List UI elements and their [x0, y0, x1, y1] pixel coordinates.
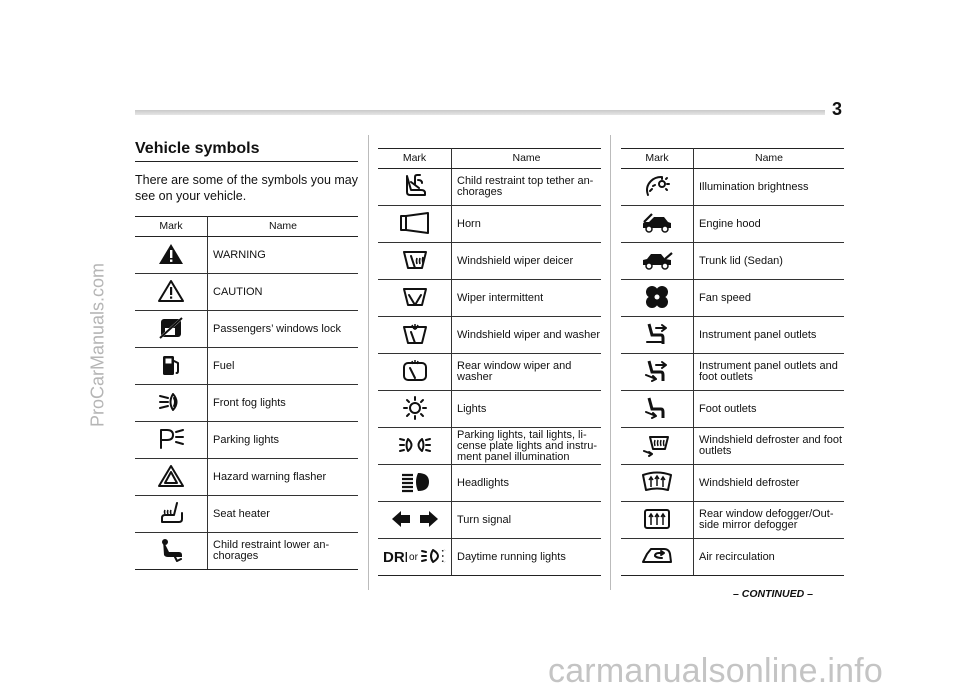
- symbol-row: [378, 465, 601, 502]
- symbol-mark: [135, 385, 208, 422]
- symbol-mark: [378, 169, 452, 206]
- rear-wiper-washer-icon: [401, 359, 429, 386]
- symbol-name: Child restraint top tether an- chorages: [452, 169, 602, 206]
- symbol-name: Turn signal: [452, 502, 602, 539]
- or-label: or: [409, 551, 418, 563]
- symbol-name: Headlights: [452, 465, 602, 502]
- symbol-name: WARNING: [208, 237, 359, 274]
- symbol-name: CAUTION: [208, 274, 359, 311]
- symbol-row: [621, 317, 844, 354]
- symbol-row: [135, 237, 358, 274]
- symbol-table-3: [621, 148, 844, 576]
- symbol-name: Trunk lid (Sedan): [694, 243, 845, 280]
- page-number: 3: [832, 99, 843, 119]
- symbol-name: Daytime running lights: [452, 539, 602, 576]
- symbol-mark: [135, 237, 208, 274]
- name-header: Name: [208, 217, 359, 237]
- symbol-row: [621, 243, 844, 280]
- warning-triangle-filled-icon: [158, 242, 184, 269]
- symbol-mark: [135, 496, 208, 533]
- continued-note: – CONTINUED –: [733, 588, 813, 600]
- symbol-mark: [378, 206, 452, 243]
- symbol-mark: [135, 533, 208, 570]
- symbol-name: Engine hood: [694, 206, 845, 243]
- symbol-mark: [621, 280, 694, 317]
- wiper-intermittent-icon: [401, 285, 429, 312]
- symbol-name: Rear window wiper and washer: [452, 354, 602, 391]
- windshield-defroster-icon: [641, 470, 673, 497]
- fan-icon: [644, 284, 670, 313]
- symbol-row: [378, 539, 601, 576]
- symbol-row: [621, 280, 844, 317]
- symbol-table-1: [135, 216, 358, 570]
- symbol-name: Seat heater: [208, 496, 359, 533]
- symbol-row: [378, 502, 601, 539]
- symbol-row: [378, 391, 601, 428]
- wiper-deicer-icon: [401, 248, 429, 275]
- wiper-washer-icon: [401, 322, 429, 349]
- mark-header: Mark: [135, 217, 208, 237]
- column-divider: [610, 135, 611, 590]
- symbol-mark: [378, 391, 452, 428]
- symbol-mark: [621, 465, 694, 502]
- symbol-mark: [621, 391, 694, 428]
- symbol-row: [378, 169, 601, 206]
- engine-hood-icon: [640, 212, 674, 237]
- symbol-row: [135, 274, 358, 311]
- header-rule: [135, 110, 825, 115]
- symbol-row: [135, 311, 358, 348]
- symbol-row: [621, 539, 844, 576]
- column-2: [378, 148, 601, 576]
- side-watermark: ProCarManuals.com: [87, 262, 108, 428]
- symbol-row: [135, 385, 358, 422]
- symbol-mark: [378, 539, 452, 576]
- symbol-name: Windshield wiper and washer: [452, 317, 602, 354]
- symbol-name: Lights: [452, 391, 602, 428]
- symbol-mark: [621, 428, 694, 465]
- name-header: Name: [452, 149, 602, 169]
- symbol-row: [378, 243, 601, 280]
- svg-text:DRL: DR: [383, 548, 405, 565]
- drl-icon: [383, 547, 407, 568]
- mark-header: Mark: [378, 149, 452, 169]
- symbol-mark: [621, 206, 694, 243]
- symbol-mark: [621, 539, 694, 576]
- symbol-name: Wiper intermittent: [452, 280, 602, 317]
- symbol-mark: [135, 274, 208, 311]
- symbol-mark: [621, 317, 694, 354]
- rear-defogger-icon: [642, 507, 672, 534]
- symbol-mark: [135, 348, 208, 385]
- symbol-row: [135, 533, 358, 570]
- child-seat-lower-anchor-icon: [157, 538, 185, 565]
- foot-outlet-icon: [642, 396, 672, 423]
- symbol-name: Windshield defroster: [694, 465, 845, 502]
- symbol-row: [378, 206, 601, 243]
- symbol-row: [135, 422, 358, 459]
- horn-icon: [398, 212, 432, 237]
- seat-heater-icon: [157, 501, 185, 528]
- illumination-brightness-icon: [643, 174, 671, 201]
- air-recirculation-icon: [640, 545, 674, 570]
- symbol-row: [621, 206, 844, 243]
- symbol-mark: [378, 354, 452, 391]
- trunk-lid-icon: [640, 249, 674, 274]
- column-3: [621, 148, 844, 576]
- symbol-mark: [135, 422, 208, 459]
- symbol-row: [135, 459, 358, 496]
- symbol-row: [378, 280, 601, 317]
- parking-tail-lights-icon: [398, 434, 432, 459]
- hazard-triangle-icon: [158, 464, 184, 491]
- headlight-icon: [399, 470, 431, 497]
- symbol-row: [135, 348, 358, 385]
- symbol-name: Horn: [452, 206, 602, 243]
- section-intro: There are some of the symbols you may see on your vehicle.: [135, 173, 359, 203]
- caution-triangle-icon: [158, 279, 184, 306]
- symbol-mark: [378, 465, 452, 502]
- name-header: Name: [694, 149, 845, 169]
- symbol-name: Parking lights: [208, 422, 359, 459]
- mark-header: Mark: [621, 149, 694, 169]
- symbol-name: Hazard warning flasher: [208, 459, 359, 496]
- symbol-name: Air recirculation: [694, 539, 845, 576]
- symbol-mark: [621, 169, 694, 206]
- symbol-row: [378, 354, 601, 391]
- panel-foot-outlet-icon: [642, 359, 672, 386]
- column-1: [135, 140, 358, 570]
- symbol-name: Instrument panel outlets and foot outlets: [694, 354, 845, 391]
- symbol-name: Fuel: [208, 348, 359, 385]
- column-divider: [368, 135, 369, 590]
- bottom-watermark: carmanualsonline.info: [548, 652, 883, 690]
- symbol-name: Rear window defogger/Out- side mirror defogger: [694, 502, 845, 539]
- symbol-row: [621, 465, 844, 502]
- symbol-row: [621, 354, 844, 391]
- symbol-name: Front fog lights: [208, 385, 359, 422]
- symbol-mark: [621, 354, 694, 391]
- symbol-mark: [135, 311, 208, 348]
- window-lock-icon: [158, 316, 184, 343]
- parking-light-icon: [157, 427, 185, 454]
- symbol-mark: [378, 243, 452, 280]
- symbol-row: [378, 317, 601, 354]
- lights-icon: [402, 396, 428, 423]
- symbol-row: [621, 391, 844, 428]
- symbol-row: [135, 496, 358, 533]
- drl-alt-icon: [420, 547, 446, 568]
- symbol-name: Illumination brightness: [694, 169, 845, 206]
- panel-outlet-icon: [642, 322, 672, 349]
- symbol-name: Windshield wiper deicer: [452, 243, 602, 280]
- section-title: Vehicle symbols: [135, 140, 358, 162]
- symbol-mark: [378, 428, 452, 465]
- symbol-row: [621, 428, 844, 465]
- turn-signal-icon: [390, 509, 440, 532]
- child-seat-tether-icon: [401, 174, 429, 201]
- symbol-mark: [378, 502, 452, 539]
- symbol-name: Passengers’ windows lock: [208, 311, 359, 348]
- fuel-pump-icon: [159, 353, 183, 380]
- symbol-name: Foot outlets: [694, 391, 845, 428]
- symbol-mark: [621, 502, 694, 539]
- defrost-foot-icon: [642, 433, 672, 460]
- symbol-name: Parking lights, tail lights, li- cense plate lights and instru- ment panel illumination: [452, 428, 602, 465]
- symbol-mark: [135, 459, 208, 496]
- symbol-name: Windshield defroster and foot outlets: [694, 428, 845, 465]
- symbol-table-2: [378, 148, 601, 576]
- symbol-row: [378, 428, 601, 465]
- front-fog-light-icon: [157, 390, 185, 417]
- symbol-name: Instrument panel outlets: [694, 317, 845, 354]
- symbol-name: Child restraint lower an- chorages: [208, 533, 359, 570]
- symbol-mark: [621, 243, 694, 280]
- symbol-mark: [378, 317, 452, 354]
- symbol-row: [621, 502, 844, 539]
- symbol-row: [621, 169, 844, 206]
- symbol-mark: [378, 280, 452, 317]
- symbol-name: Fan speed: [694, 280, 845, 317]
